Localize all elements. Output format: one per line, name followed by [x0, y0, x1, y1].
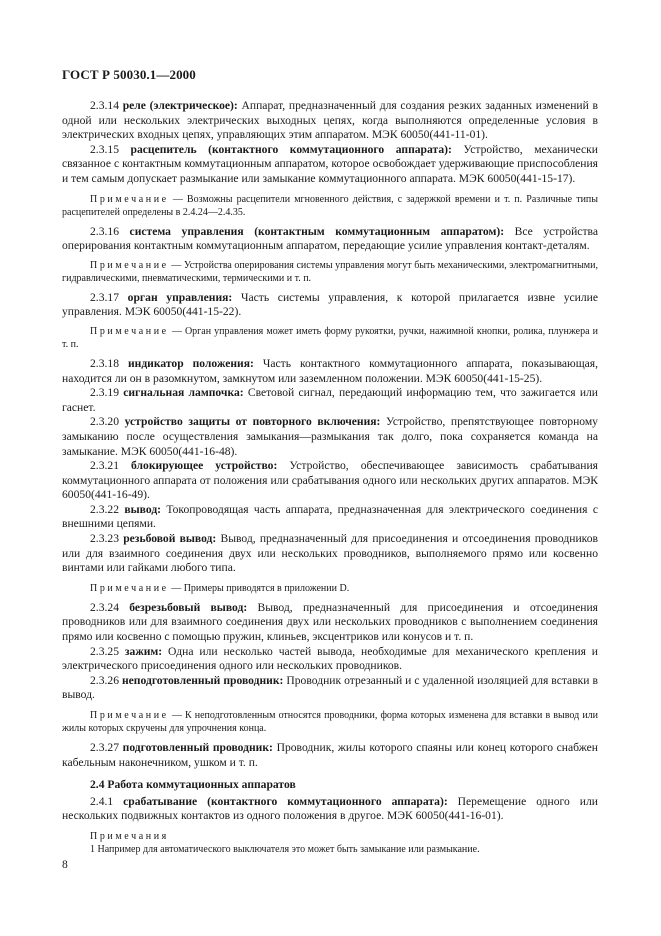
clause-text: Токопроводящая часть аппарата, предназначенная для электрического соединения с внешними цепями.	[62, 502, 598, 531]
clause-term: подготовленный проводник:	[122, 741, 273, 754]
document-body	[62, 99, 598, 856]
clause-term: зажим:	[124, 644, 163, 658]
clause-term: устройство защиты от повторного включения:	[124, 415, 381, 429]
clause-text: Устройство, механически связанное с контактным коммутационным аппаратом, которое освобождает удерживающие приспособления и тем самым допускает размыкание или замыкание коммутационного аппарата. МЭК 60050(441-15-17).	[62, 142, 598, 185]
clause-number: 2.3.23	[90, 532, 119, 546]
clause-number: 2.4.1	[90, 794, 114, 808]
clause-term: блокирующее устройство:	[131, 459, 278, 473]
clause-number: 2.3.21	[90, 459, 119, 473]
note-text: — Возможны расцепители мгновенного действия, с задержкой времени и т. п. Различные типы расцепителей определены в 2.4.24—2.4.35.	[62, 193, 598, 218]
clause-term: неподготовленный проводник:	[121, 673, 284, 687]
clause-number: 2.3.26	[90, 673, 119, 687]
clause-number: 2.3.14	[90, 99, 119, 112]
document-code-header: ГОСТ Р 50030.1—2000	[62, 67, 196, 82]
clause-text: Устройство, препятствующее повторному замыканию после осуществления замыкания—размыкания так долго, пока сохраняется команда на замыкание. МЭК 60050(441-16-48).	[62, 415, 598, 458]
clause-number: 2.3.15	[90, 142, 119, 156]
clause-2-4-1	[62, 795, 598, 824]
clause-text: Проводник отрезанный и с удаленной изоляцией для вставки в вывод.	[62, 673, 598, 702]
clause-term: вывод:	[124, 502, 162, 516]
clause-number: 2.3.19	[90, 386, 119, 400]
clause-term: индикатор положения:	[127, 356, 254, 370]
note-label: Примечание	[90, 710, 169, 721]
clause-term: расцепитель (контактного коммутационного аппарата):	[130, 142, 452, 156]
clause-term: реле (электрическое):	[122, 99, 238, 112]
clause-number: 2.3.25	[90, 644, 119, 658]
clause-2-3-14	[62, 99, 598, 143]
note-label: Примечание	[90, 193, 169, 205]
clause-2-3-21	[62, 459, 598, 503]
clause-text: Одна или несколько частей вывода, необходимые для механического крепления и электрического присоединения одного или нескольких проводников.	[62, 644, 598, 673]
clause-number: 2.3.22	[90, 502, 119, 516]
section-heading-2-4: 2.4 Работа коммутационных аппаратов	[90, 778, 296, 792]
clause-term: сигнальная лампочка:	[123, 386, 244, 400]
notes-label: Примечания	[90, 830, 169, 842]
page-number: 8	[62, 858, 68, 871]
note-3	[62, 325, 598, 351]
notes-heading	[62, 830, 598, 843]
clause-2-3-22	[62, 503, 598, 532]
note-text: — Устройства оперирования системы управления могут быть механическими, электромагнитными, гидравлическими, пневматическими, термическими и т. п.	[62, 259, 598, 284]
clause-text: Световой сигнал, передающий информацию тем, что зажигается или гаснет.	[62, 386, 599, 414]
note-label: Примечание	[90, 259, 169, 271]
clause-2-3-27	[62, 741, 598, 770]
clause-2-3-18	[62, 357, 598, 386]
clause-text: Аппарат, предназначенный для создания резких заданных изменений в одной или нескольких электрических выходных цепях, когда выполняются определенные условия в электрических входных цепях, управляющих этим аппаратом. МЭК 60050(441-11-01).	[62, 99, 598, 142]
clause-term: безрезьбовый вывод:	[129, 600, 248, 614]
clause-number: 2.3.24	[90, 600, 119, 614]
note-1	[62, 193, 598, 219]
note-5	[62, 709, 598, 735]
clause-2-3-17	[62, 291, 598, 320]
note-text: — Примеры приводятся в приложении D.	[171, 582, 350, 594]
note-text: — К неподготовленным относятся проводники, форма которых изменена для вставки в вывод или жилы которых скручены для упрочнения конца.	[62, 710, 599, 734]
note-text: — Орган управления может иметь форму рукоятки, ручки, нажимной кнопки, ролика, плунжера и т. п.	[62, 325, 599, 350]
clause-text: Вывод, предназначенный для присоединения и отсоединения проводников или для взаимного соединения двух или нескольких проводников, выполняемого прямо или косвенно винтами или гайками любого типа.	[62, 532, 598, 575]
note-label: Примечание	[90, 582, 169, 594]
notes-item-1: 1 Например для автоматического выключателя это может быть замыкание или размыкание.	[90, 843, 480, 855]
clause-number: 2.3.16	[90, 224, 119, 238]
clause-number: 2.3.27	[90, 741, 119, 754]
clause-term: срабатывание (контактного коммутационного аппарата):	[123, 794, 448, 808]
clause-number: 2.3.20	[90, 415, 119, 429]
clause-text: Часть системы управления, к которой прилагается извне усилие управления. МЭК 60050(441-15-22).	[62, 290, 599, 319]
clause-2-3-24	[62, 601, 598, 645]
note-label: Примечание	[90, 325, 169, 337]
clause-term: резьбовой вывод:	[123, 532, 217, 546]
clause-text: Вывод, предназначенный для присоединения и отсоединения проводников или для взаимного соединения двух или нескольких проводников с выполнением соединения прямо или косвенно с помощью пружин, клиньев, эксцентриков или конусов и т. п.	[62, 600, 598, 644]
note-4	[62, 582, 598, 595]
clause-2-3-16	[62, 225, 598, 254]
clause-2-3-23	[62, 532, 598, 576]
clause-2-3-15	[62, 143, 598, 187]
clause-term: система управления (контактным коммутационным аппаратом):	[129, 224, 505, 238]
clause-2-3-26	[62, 674, 598, 703]
clause-text: Проводник, жилы которого спаяны или конец которого снабжен кабельным наконечником, ушком и т. п.	[62, 741, 598, 769]
clause-text: Все устройства оперирования контактным коммутационным аппаратом, передающие усилие управления контакт-деталям.	[62, 224, 598, 253]
clause-2-3-19	[62, 386, 598, 415]
clause-text: Перемещение одного или нескольких подвижных контактов из одного положения в другое. МЭК 60050(441-16-01).	[62, 794, 598, 823]
clause-text: Часть контактного коммутационного аппарата, показывающая, находится ли он в разомкнутом, замкнутом или заземленном положении. МЭК 60050(441-15-25).	[62, 356, 599, 385]
clause-number: 2.3.18	[90, 356, 119, 370]
clause-term: орган управления:	[127, 290, 233, 304]
note-2	[62, 259, 598, 285]
clause-number: 2.3.17	[90, 290, 119, 304]
clause-text: Устройство, обеспечивающее зависимость срабатывания коммутационного аппарата от положения или срабатывания одного или нескольких других аппаратов. МЭК 60050(441-16-49).	[62, 459, 598, 502]
clause-2-3-20	[62, 415, 598, 459]
clause-2-3-25	[62, 645, 598, 674]
